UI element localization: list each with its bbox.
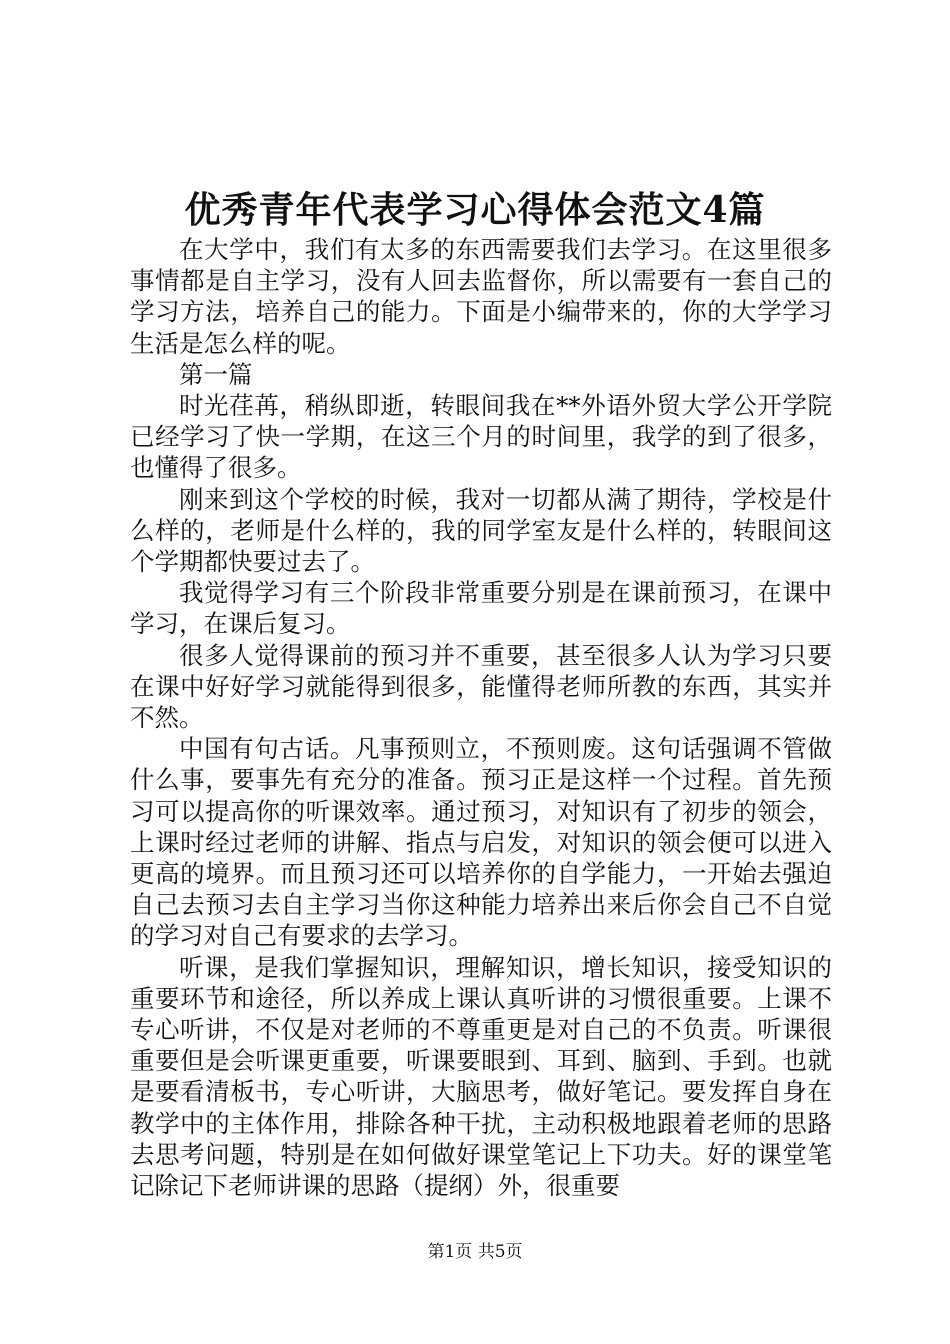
paragraph: 中国有句古话。凡事预则立，不预则废。这句话强调不管做什么事，要事先有充分的准备。预习正是这样一个过程。首先预习可以提高你的听课效率。通过预习，对知识有了初步的领会，上课时经过老师的讲解、指点与启发，对知识的领会便可以进入更高的境界。而且预习还可以培养你的自学能力，一开始去强迫自己去预习去自主学习当你这种能力培养出来后你会自己不自觉的学习对自己有要求的去学习。 xyxy=(130,734,832,951)
paragraph-intro: 在大学中，我们有太多的东西需要我们去学习。在这里很多事情都是自主学习，没有人回去监督你，所以需要有一套自己的学习方法，培养自己的能力。下面是小编带来的，你的大学学习生活是怎么样的呢。 xyxy=(130,235,832,358)
page-number-footer: 第1页 共5页 xyxy=(427,1242,523,1262)
paragraph: 我觉得学习有三个阶段非常重要分别是在课前预习，在课中学习，在课后复习。 xyxy=(130,578,832,639)
paragraph: 时光荏苒，稍纵即逝，转眼间我在**外语外贸大学公开学院已经学习了快一学期，在这三个月的时间里，我学的到了很多，也懂得了很多。 xyxy=(130,391,832,483)
paragraph: 听课，是我们掌握知识，理解知识，增长知识，接受知识的重要环节和途径，所以养成上课认真听讲的习惯很重要。上课不专心听讲，不仅是对老师的不尊重更是对自己的不负责。听课很重要但是会听课更重要，听课要眼到、耳到、脑到、手到。也就是要看清板书，专心听讲，大脑思考，做好笔记。要发挥自身在教学中的主体作用，排除各种干扰，主动积极地跟着老师的思路去思考问题，特别是在如何做好课堂笔记上下功夫。好的课堂笔记除记下老师讲课的思路（提纲）外，很重要 xyxy=(130,952,832,1201)
document-title: 优秀青年代表学习心得体会范文4篇 xyxy=(184,189,766,231)
paragraph: 刚来到这个学校的时候，我对一切都从满了期待，学校是什么样的，老师是什么样的，我的同学室友是什么样的，转眼间这个学期都快要过去了。 xyxy=(130,484,832,577)
document-body xyxy=(130,234,832,1201)
section-heading-first: 第一篇 xyxy=(179,359,253,389)
paragraph: 很多人觉得课前的预习并不重要，甚至很多人认为学习只要在课中好好学习就能得到很多，能懂得老师所教的东西，其实并不然。 xyxy=(130,640,832,733)
